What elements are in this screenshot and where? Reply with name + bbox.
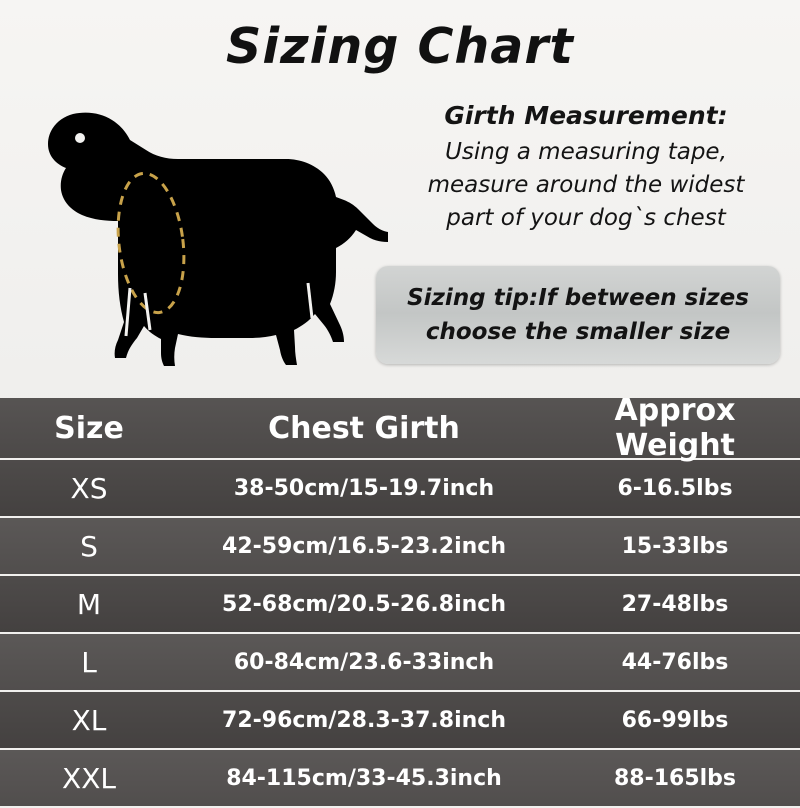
cell-size: M xyxy=(76,587,102,621)
column-header-chest-girth: Chest Girth xyxy=(268,410,460,446)
column-header-approx-weight: Approx Weight xyxy=(614,393,736,463)
cell-approx-weight: 6-16.5lbs xyxy=(617,475,733,501)
dog-silhouette-shape xyxy=(48,113,388,366)
girth-line-2: measure around the widest xyxy=(427,172,745,198)
cell-chest-girth: 72-96cm/28.3-37.8inch xyxy=(222,707,506,733)
table-row xyxy=(0,460,800,518)
cell-size: XL xyxy=(71,703,107,737)
table-row xyxy=(0,750,800,808)
cell-chest-girth: 60-84cm/23.6-33inch xyxy=(233,649,495,675)
size-table xyxy=(0,393,800,800)
column-header-size: Size xyxy=(54,410,124,446)
sizing-tip-line-2: choose the smaller size xyxy=(425,319,731,345)
girth-heading: Girth Measurement: xyxy=(444,101,728,130)
cell-approx-weight: 66-99lbs xyxy=(621,707,729,733)
sizing-tip-box xyxy=(376,266,780,364)
table-row xyxy=(0,692,800,750)
dog-eye xyxy=(75,133,85,143)
cell-size: S xyxy=(80,529,98,563)
cell-approx-weight: 15-33lbs xyxy=(621,533,729,559)
dog-illustration xyxy=(18,78,398,378)
sizing-tip-line-1: Sizing tip:If between sizes xyxy=(407,285,749,311)
cell-approx-weight: 44-76lbs xyxy=(621,649,729,675)
cell-chest-girth: 42-59cm/16.5-23.2inch xyxy=(222,533,506,559)
table-row xyxy=(0,576,800,634)
cell-chest-girth: 84-115cm/33-45.3inch xyxy=(226,765,502,791)
cell-size: L xyxy=(81,645,97,679)
cell-size: XS xyxy=(70,471,108,505)
table-header-row xyxy=(0,393,800,463)
cell-approx-weight: 88-165lbs xyxy=(613,765,737,791)
girth-line-3: part of your dog`s chest xyxy=(446,205,726,231)
girth-line-1: Using a measuring tape, xyxy=(445,139,727,165)
girth-measurement-block xyxy=(384,100,788,235)
table-row xyxy=(0,518,800,576)
cell-approx-weight: 27-48lbs xyxy=(621,591,729,617)
page-title: Sizing Chart xyxy=(226,18,574,75)
table-row xyxy=(0,634,800,692)
cell-size: XXL xyxy=(62,761,116,795)
cell-chest-girth: 38-50cm/15-19.7inch xyxy=(233,475,495,501)
cell-chest-girth: 52-68cm/20.5-26.8inch xyxy=(222,591,506,617)
